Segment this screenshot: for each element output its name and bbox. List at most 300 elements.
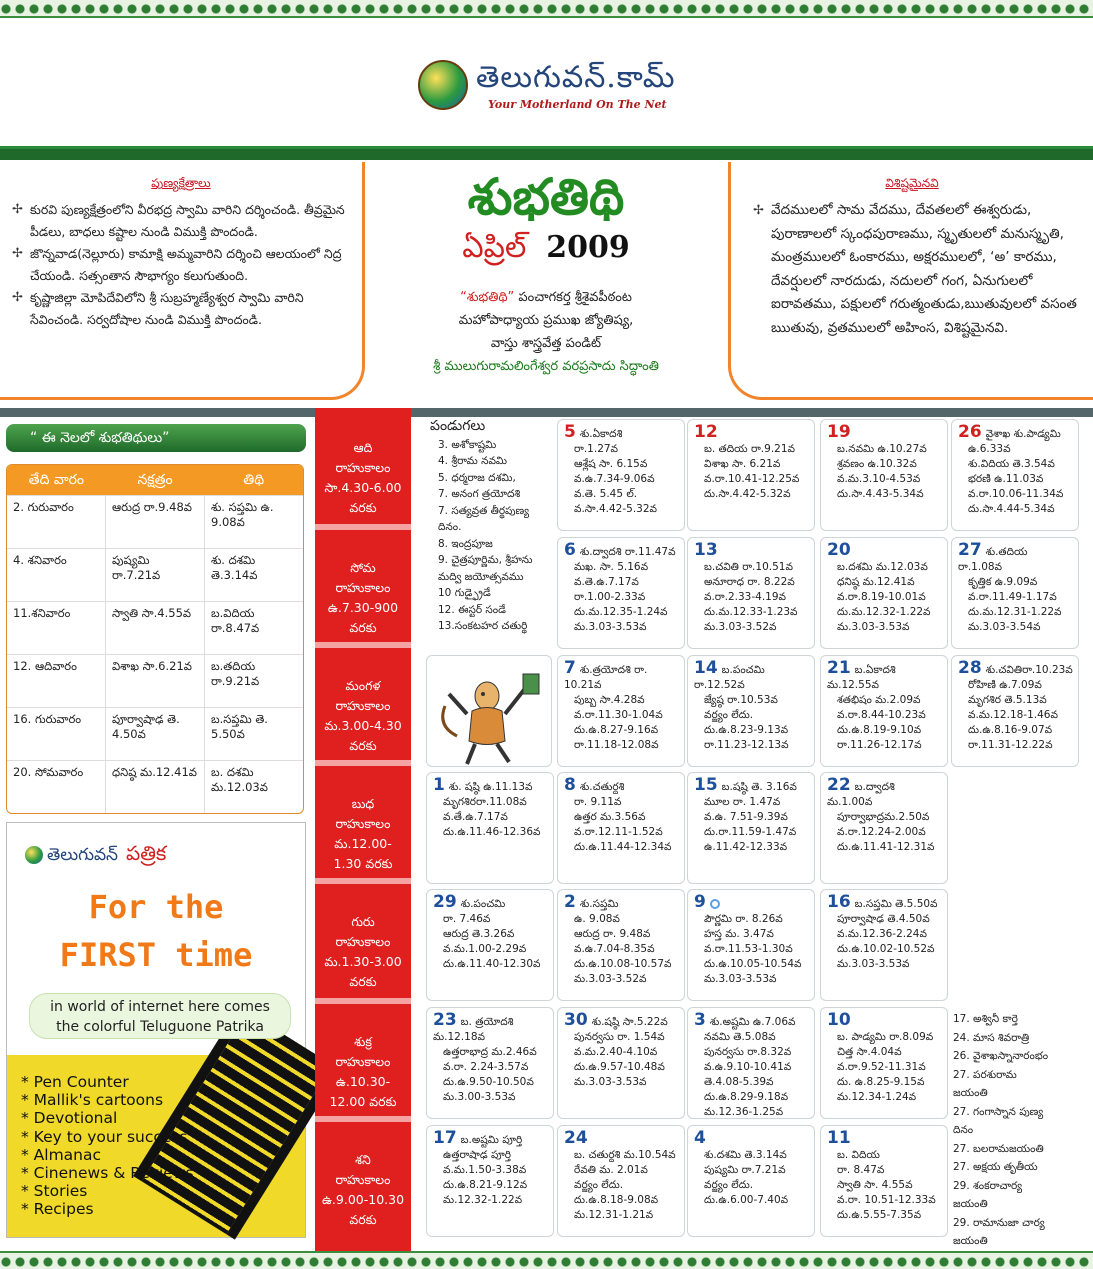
ad-feature: * Devotional	[21, 1109, 118, 1128]
rahukalam-separator	[315, 524, 411, 530]
day-detail-line: దు.ఉ.8.19-9.10వ	[837, 724, 922, 736]
day-detail-line: దు.ఉ.10.08-10.57వ	[574, 958, 672, 970]
day-detail-line: రా.11.31-12.22వ	[968, 739, 1053, 751]
day-detail-line: బ.దశమి మ.12.03వ	[837, 561, 928, 573]
day-detail-line: రా. 9.11వ	[574, 796, 622, 808]
day-detail-line: వ.ఉ.7.04-8.35వ	[574, 943, 655, 955]
day-detail-line: వ.తే.ఉ.7.17వ	[443, 811, 508, 823]
festival-item: 27. గంగాస్నాన పుణ్య	[953, 1105, 1044, 1118]
day-detail-line: ఆరుద్ర తె.3.26వ	[443, 928, 515, 940]
day-detail-line: పుష్యమి రా.7.21వ	[704, 1164, 786, 1176]
cell: 16. గురువారం	[7, 708, 106, 760]
festival-item: జయంతి	[953, 1198, 988, 1210]
day-number: 29	[433, 892, 457, 912]
day-detail-line: శు.పంచమి	[460, 898, 506, 910]
calendar-day-cell[interactable]	[820, 1125, 948, 1237]
day-detail-line: దు.ఉ.8.18-9.08వ	[574, 1194, 659, 1206]
day-detail-line: వ.తె.ఉ.7.17వ	[574, 576, 639, 588]
day-number: 15	[694, 775, 718, 795]
rahukalam-block	[315, 912, 411, 992]
table-row	[7, 548, 303, 601]
cell: పుష్యమి రా.7.21వ	[106, 549, 205, 601]
rahukalam-time: మ.12.00-	[334, 836, 392, 851]
day-detail-line: శు.తదియ రా.1.08వ	[958, 546, 1028, 573]
calendar-day-cell[interactable]	[557, 419, 685, 531]
rahukalam-day: బుధ	[351, 796, 375, 811]
day-detail-line: ఉ.11.42-12.33వ	[704, 841, 788, 853]
day-number: 27	[958, 540, 982, 560]
holy-place-item: ✢ జొన్నవాడ(నెల్లూరు) కామాక్షి అమ్మవారిని దర్శించి ఆలయంలో నిద్ర చేయండి. సత్సంతాన సౌభాగ్యం కలుగుతుంది.	[16, 243, 350, 287]
special-things-box	[728, 162, 1093, 400]
calendar-day-cell[interactable]	[820, 655, 948, 767]
day-detail-line: మ.3.03-3.53వ	[837, 958, 910, 970]
rahukalam-time: మ.3.00-4.30	[324, 718, 402, 733]
day-detail-line: దు.ఉ.11.41-12.31వ	[837, 841, 935, 853]
day-detail-line: శు.అష్టమి ఉ.7.06వ	[709, 1016, 796, 1028]
day-number: 11	[827, 1128, 851, 1148]
title-block	[370, 168, 722, 378]
rahukalam-label: రాహుకాలం	[335, 1172, 391, 1187]
day-number: 23	[433, 1010, 457, 1030]
day-detail-line: రా. 7.46వ	[443, 913, 491, 925]
cell: 20. సోమవారం	[7, 761, 106, 813]
calendar-day-cell[interactable]	[687, 1007, 815, 1119]
column-header: తిథి	[243, 472, 265, 488]
ad-feature: * Almanac	[21, 1145, 102, 1164]
day-number: 13	[694, 540, 718, 560]
ad-pill	[29, 993, 291, 1039]
desc-line-2: మహోపాధ్యాయ ప్రముఖ జ్యోతిష్య,	[458, 313, 634, 328]
day-detail-line: పునర్వసు రా. 1.54వ	[574, 1031, 665, 1043]
ad-patrika: పత్రిక	[125, 841, 167, 865]
day-detail-line: రేవతి మ. 2.01వ	[574, 1164, 648, 1176]
calendar-day-cell[interactable]	[820, 772, 948, 884]
day-detail-line: ఆరుద్ర రా. 9.48వ	[574, 928, 651, 940]
day-detail-line: వ.మ.1.50-3.38వ	[443, 1164, 527, 1176]
rahukalam-label: రాహుకాలం	[335, 580, 391, 595]
ad-pill-line-1: in world of internet here comes	[50, 999, 270, 1015]
table-row	[7, 495, 303, 548]
day-detail-line: వ.రా.9.52-11.31వ	[837, 1061, 926, 1073]
day-detail-line: పౌర్ణమి రా. 8.26వ	[704, 913, 783, 925]
calendar-day-cell[interactable]	[687, 1125, 815, 1237]
cell: 2. గురువారం	[7, 496, 106, 548]
day-detail-line: శు. షష్ఠి ఉ.11.13వ	[448, 781, 533, 793]
day-detail-line: స్వాతి సా. 4.55వ	[837, 1179, 913, 1191]
day-detail-line: వ.రా.11.49-1.17వ	[968, 591, 1057, 603]
hanuman-image	[426, 655, 552, 767]
day-detail-line: దు.సా.4.42-5.32వ	[704, 488, 791, 500]
festival-item: 3. అశోకాష్టమి	[438, 438, 497, 451]
ad-feature: * Pen Counter	[21, 1073, 129, 1091]
cell: విశాఖ సా.6.21వ	[106, 655, 205, 707]
cell: 4. శనివారం	[7, 549, 106, 601]
rahukalam-day: శుక్ర	[354, 1034, 372, 1049]
day-detail-line: మ.12.34-1.24వ	[837, 1091, 917, 1103]
day-detail-line: వ.తె. 5.45 ల్.	[574, 488, 638, 500]
day-detail-line: మ.3.03-3.53వ	[574, 1076, 647, 1088]
day-detail-line: జ్యేష్ఠ రా.10.53వ	[704, 694, 778, 706]
day-detail-line: మ.12.31-1.21వ	[574, 1209, 654, 1221]
cell: ఆరుద్ర రా.9.48వ	[106, 496, 205, 548]
day-detail-line: శు.షష్ఠి సా.5.22వ	[591, 1016, 668, 1028]
day-number: 28	[958, 658, 982, 678]
day-detail-line: శు.ద్వాదశి రా.11.47వ	[579, 546, 676, 558]
desc-line-3: వాస్తు శాస్త్రవేత్త పండిట్	[490, 336, 602, 351]
rahukalam-block	[315, 676, 411, 756]
rahukalam-label: రాహుకాలం	[335, 1054, 391, 1069]
day-detail-line: దు. ఉ.8.25-9.15వ	[837, 1076, 925, 1088]
calendar-day-cell[interactable]	[557, 772, 685, 884]
calendar-day-cell[interactable]	[557, 1125, 685, 1237]
rahukalam-end: వరకు	[349, 974, 377, 989]
day-detail-line: మ.3.03-3.52వ	[704, 621, 777, 633]
festival-item: జయంతి	[953, 1087, 988, 1099]
calendar-day-cell[interactable]	[820, 1007, 948, 1119]
day-detail-line: శు.దశమి తె.3.14వ	[704, 1149, 787, 1161]
column-header: తేది వారం	[28, 472, 84, 488]
day-detail-line: వర్జ్యం లేదు.	[704, 709, 754, 721]
day-number: 21	[827, 658, 851, 678]
day-number: 22	[827, 775, 851, 795]
day-detail-line: ఉత్తరాషాఢ పూర్తి	[443, 1149, 511, 1161]
year-label: 2009	[546, 230, 630, 265]
day-detail-line: రా.11.26-12.17వ	[837, 739, 922, 751]
day-detail-line: వర్జ్యం లేదు.	[574, 1179, 624, 1191]
special-things-title: విశిష్టమైనవి	[885, 176, 939, 190]
auspicious-dates-table	[6, 464, 304, 814]
day-detail-line: మ.3.03-3.52వ	[574, 973, 647, 985]
rahukalam-block	[315, 1150, 411, 1230]
day-number: 16	[827, 892, 851, 912]
festival-item: 26. వైశాఖస్నానారంభం	[953, 1050, 1049, 1062]
day-detail-line: భరణి ఉ.11.03వ	[968, 473, 1044, 485]
rahukalam-time: మ.1.30-3.00	[324, 954, 402, 969]
rahukalam-day: ఆది	[353, 440, 373, 455]
day-detail-line: మృగశిరరా.11.08వ	[443, 796, 527, 808]
calendar-day-cell[interactable]	[426, 1007, 554, 1119]
day-detail-line: వ.మ.2.40-4.10వ	[574, 1046, 658, 1058]
day-detail-line: మ.3.03-3.53వ	[574, 621, 647, 633]
day-detail-line: శు.చతుర్దశి	[579, 781, 625, 793]
author-description	[370, 286, 722, 378]
day-number: 8	[564, 775, 576, 795]
festival-item: 13.సంకటహర చతుర్థి	[438, 620, 528, 632]
day-detail-line: దు.ఉ.8.16-9.07వ	[968, 724, 1053, 736]
calendar-day-cell[interactable]	[687, 655, 815, 767]
rahukalam-label: రాహుకాలం	[335, 698, 391, 713]
day-detail-line: దు.ఉ.11.46-12.36వ	[443, 826, 541, 838]
calendar-day-cell[interactable]	[820, 889, 948, 1001]
special-things-text: ✢ వేదములలో సామ వేదము, దేవతలలో ఈశ్వరుడు, పురాణాలలో స్కంధపురాణము, స్మృతులలో మనుస్మృతి, మంత్రములలో ఓంకారము, అక్షరములలో, ‘అ’ కారము, దేవర్షులలో నారదుడు, నదులలో గంగ, ఏనుగులలో ఐరావతము, పక్షులలో గరుత్మంతుడు,ఋతువులలో వసంత ఋతువు, వ్రతములలో అహింస, విశిష్టమైనవి.	[757, 199, 1081, 340]
calendar-day-cell[interactable]	[820, 537, 948, 649]
day-detail-line: దు.మ.12.35-1.24వ	[574, 606, 668, 618]
decorative-bottom-border	[0, 1251, 1093, 1269]
day-number: 3	[694, 1010, 706, 1030]
day-detail-line: తె.4.08-5.39వ	[704, 1076, 774, 1088]
day-number: 14	[694, 658, 718, 678]
rahukalam-end: వరకు	[349, 1212, 377, 1227]
day-detail-line: బ. పాడ్యమి రా.8.09వ	[837, 1031, 934, 1043]
festival-item: 5. ధర్మరాజ దశమి,	[438, 471, 516, 484]
day-detail-line: వ.మ.12.36-2.24వ	[837, 928, 927, 940]
rahukalam-end: వరకు	[349, 738, 377, 753]
day-detail-line: రా. 8.47వ	[837, 1164, 885, 1176]
day-detail-line: శు.ఏకాదశి	[579, 428, 623, 440]
day-detail-line: బ.సప్తమి తె.5.50వ	[854, 898, 938, 910]
calendar-day-cell[interactable]	[687, 419, 815, 531]
day-detail-line: కృత్తిక ఉ.9.09వ	[968, 576, 1038, 588]
day-number: 1	[433, 775, 445, 795]
rahukalam-time: ఉ.9.00-10.30	[321, 1192, 405, 1207]
desc-line-1: పంచాగకర్త శ్రీశైవపీఠంట	[518, 290, 632, 305]
rahukalam-block	[315, 558, 411, 638]
cell: 11.శనివారం	[7, 602, 106, 654]
day-detail-line: వ.రా.8.44-10.23వ	[837, 709, 926, 721]
day-detail-line: వ.ఉ.9.10-10.41వ	[704, 1061, 792, 1073]
festival-item: 27. పరశురామ	[953, 1068, 1017, 1081]
day-detail-line: ఉత్తర మ.3.56వ	[574, 811, 646, 823]
patrika-advertisement[interactable]	[6, 822, 306, 1238]
calendar-day-cell[interactable]	[951, 655, 1079, 767]
globe-logo-icon	[418, 60, 468, 110]
day-detail-line: బ.నవమి ఉ.10.27వ	[837, 443, 927, 455]
day-detail-line: మృగశిర తె.5.13వ	[968, 694, 1047, 706]
calendar-day-cell[interactable]	[426, 1125, 554, 1237]
day-detail-line: హస్త మ. 3.47వ	[704, 928, 774, 940]
day-detail-line: రా.1.00-2.33వ	[574, 591, 646, 603]
day-detail-line: శు.చవితిరా.10.23వ	[985, 664, 1073, 676]
rahukalam-separator	[315, 760, 411, 766]
day-detail-line: విశాఖ సా. 6.21వ	[704, 458, 781, 470]
day-number: 24	[564, 1128, 588, 1148]
rahukalam-day: సోమ	[350, 560, 376, 575]
calendar-day-cell[interactable]	[820, 419, 948, 531]
day-detail-line: దు.ఉ.6.00-7.40వ	[704, 1194, 789, 1206]
full-moon-icon	[710, 899, 720, 909]
pandit-name: శ్రీ ములుగురామలింగేశ్వర వరప్రసాదు సిద్ధాంతి	[433, 359, 659, 374]
rahukalam-day: మంగళ	[345, 678, 381, 693]
table-row	[7, 707, 303, 760]
rahukalam-time: ఉ.10.30-	[335, 1074, 391, 1089]
day-number: 10	[827, 1010, 851, 1030]
festival-item: జయంతి	[953, 1235, 988, 1247]
table-row	[7, 601, 303, 654]
day-detail-line: బ.చవితి రా.10.51వ	[704, 561, 793, 573]
day-detail-line: వ.మ.12.18-1.46వ	[968, 709, 1058, 721]
cell: శు. దశమి తె.3.14వ	[211, 553, 258, 582]
calendar-day-cell[interactable]	[557, 1007, 685, 1119]
rahukalam-block	[315, 794, 411, 874]
ad-feature-list	[21, 1073, 194, 1219]
day-detail-line: వ.రా.8.19-10.01వ	[837, 591, 926, 603]
calendar-day-cell[interactable]	[557, 537, 685, 649]
rahukalam-label: రాహుకాలం	[335, 460, 391, 475]
day-detail-line: వ.సా.4.42-5.32వ	[574, 503, 657, 515]
day-detail-line: వ.రా.10.41-12.25వ	[704, 473, 800, 485]
holy-places-title: పుణ్యక్షేత్రాలు	[151, 176, 211, 190]
festival-item: 17. అశ్వినీ కార్తె	[953, 1013, 1018, 1025]
day-detail-line: ఉ. 9.08వ	[574, 913, 620, 925]
day-detail-line: దు.ఉ.11.40-12.30వ	[443, 958, 541, 970]
day-number: 6	[564, 540, 576, 560]
globe-icon	[25, 846, 43, 864]
day-detail-line: శు.విదియ తె.3.54వ	[968, 458, 1055, 470]
rahukalam-day: గురు	[351, 914, 375, 929]
day-detail-line: వైశాఖ శు.పాడ్యమి	[985, 428, 1061, 440]
day-detail-line: పుబ్బ సా.4.28వ	[574, 694, 645, 706]
rahukalam-time: సా.4.30-6.00	[324, 480, 402, 495]
festival-item: 4. శ్రీరామ నవమి	[438, 455, 508, 467]
day-detail-line: శతభిషం మ.2.09వ	[837, 694, 921, 706]
festival-item: 7. సత్యవ్రత తీర్థపుణ్య	[438, 504, 530, 517]
ad-feature: * Cinenews & Reviews	[21, 1164, 194, 1183]
day-detail-line: బ.అష్టమి పూర్తి	[460, 1134, 523, 1146]
ad-feature: * Mallik's cartoons	[21, 1091, 164, 1110]
day-detail-line: వ.రా. 10.51-12.33వ	[837, 1194, 936, 1206]
calendar-day-cell[interactable]	[951, 537, 1079, 649]
festivals-title: పండుగలు	[430, 418, 486, 434]
cell: బ.విదియ రా.8.47వ	[211, 606, 260, 635]
cell: 12. ఆదివారం	[7, 655, 106, 707]
brand-tagline: Your Motherland On The Net	[488, 98, 667, 111]
festival-item: 27. బలరామజయంతి	[953, 1142, 1044, 1155]
day-detail-line: వ.మ.1.00-2.29వ	[443, 943, 527, 955]
festival-item: 7. అనంగ త్రయోదశి	[438, 488, 521, 500]
day-detail-line: పూర్వాభాద్రమ.2.50వ	[837, 811, 930, 823]
day-detail-line: ఉ.6.33వ	[968, 443, 1011, 455]
day-detail-line: వ.రా.11.53-1.30వ	[704, 943, 793, 955]
festival-item: 27. అక్షయ తృతీయ	[953, 1161, 1038, 1173]
day-detail-line: దు.రా.11.59-1.47వ	[704, 826, 797, 838]
day-detail-line: బ. విదియ	[837, 1149, 880, 1161]
rahukalam-day: శని	[355, 1152, 371, 1167]
day-detail-line: వ.రా. 2.24-3.57వ	[443, 1061, 529, 1073]
day-detail-line: దు.మ.12.31-1.22వ	[968, 606, 1062, 618]
calendar-day-cell[interactable]	[426, 772, 554, 884]
rahukalam-label: రాహుకాలం	[335, 934, 391, 949]
day-detail-line: దు.ఉ.8.23-9.13వ	[704, 724, 789, 736]
day-detail-line: ఉత్తరాభాద్ర మ.2.46వ	[443, 1046, 537, 1058]
calendar-day-cell[interactable]	[687, 537, 815, 649]
ad-headline	[7, 883, 305, 979]
rahukalam-time: ఉ.7.30-900	[327, 600, 399, 615]
cell: బ.తదియ రా.9.21వ	[211, 659, 260, 688]
festival-item: 8. ఇంద్రపూజ	[438, 537, 493, 550]
day-number: 12	[694, 422, 718, 442]
calendar-day-cell[interactable]	[687, 772, 815, 884]
day-detail-line: పునర్వసు రా.8.32వ	[704, 1046, 792, 1058]
rahukalam-column	[315, 408, 411, 1253]
day-detail-line: చిత్త సా.4.04వ	[837, 1046, 902, 1058]
day-detail-line: వ.ఉ. 7.51-9.39వ	[704, 811, 788, 823]
cell: ధనిష్ఠ మ.12.41వ	[106, 761, 205, 813]
calendar-day-cell[interactable]	[557, 889, 685, 1001]
day-detail-line: దు.ఉ.5.55-7.35వ	[837, 1209, 922, 1221]
holy-place-item: ✢ కురవి పుణ్యక్షేత్రంలోని వీరభద్ర స్వామి వారిని దర్శించండి. తీవ్రమైన పీడలు, బాధలు కష్టాల నుండి విముక్తి పొందండి.	[16, 199, 350, 243]
day-number: 7	[564, 658, 576, 678]
day-detail-line: దు.ఉ.8.21-9.12వ	[443, 1179, 528, 1191]
cell: బ. దశమి మ.12.03వ	[211, 765, 268, 794]
cell: శు. సప్తమి ఉ. 9.08వ	[211, 500, 274, 529]
calendar-day-cell[interactable]	[687, 889, 815, 1001]
festival-item: 10 గుడ్ఫ్రైడే	[438, 587, 491, 599]
table-row	[7, 760, 303, 813]
rahukalam-end: వరకు	[349, 500, 377, 515]
day-detail-line: బ. చతుర్దశి మ.10.54వ	[574, 1149, 676, 1161]
rahukalam-end: 12.00 వరకు	[329, 1094, 397, 1109]
ad-brand-name: తెలుగువన్	[47, 845, 118, 865]
ad-feature: * Key to your success	[21, 1127, 188, 1146]
rahukalam-label: రాహుకాలం	[335, 816, 391, 831]
rahukalam-separator	[315, 878, 411, 884]
ad-brand	[25, 841, 166, 870]
rahukalam-block	[315, 1032, 411, 1112]
day-detail-line: బ.పంచమి రా.12.52వ	[694, 664, 765, 691]
day-detail-line: దు.ఉ.8.27-9.16వ	[574, 724, 659, 736]
day-detail-line: వ.మ.3.10-4.53వ	[837, 473, 921, 485]
day-detail-line: దు.ఉ.10.02-10.52వ	[837, 943, 935, 955]
table-row	[7, 654, 303, 707]
day-detail-line: బ. త్రయోదశి మ.12.18వ	[433, 1016, 514, 1043]
site-logo[interactable]	[418, 58, 676, 118]
day-detail-line: మ.3.00-3.53వ	[443, 1091, 516, 1103]
day-number: 2	[564, 892, 576, 912]
festivals-list-2	[953, 1010, 1081, 1251]
calendar-day-cell[interactable]	[951, 419, 1079, 531]
hanuman-illustration-icon	[427, 656, 552, 767]
day-detail-line: దు.ఉ.10.05-10.54వ	[704, 958, 802, 970]
rahukalam-end: 1.30 వరకు	[333, 856, 393, 871]
day-detail-line: రా.11.23-12.13వ	[704, 739, 789, 751]
day-detail-line: నవమి తె.5.08వ	[704, 1031, 776, 1043]
day-detail-line: మఖ. సా. 5.16వ	[574, 561, 649, 573]
festival-item: 24. మాస శివరాత్రి	[953, 1031, 1030, 1044]
festival-item: 29. రామానుజా చార్య	[953, 1216, 1045, 1229]
day-number: 5	[564, 422, 576, 442]
day-number: 4	[694, 1128, 706, 1148]
day-detail-line: ధనిష్ఠ మ.12.41వ	[837, 576, 915, 588]
day-detail-line: వ.రా.12.24-2.00వ	[837, 826, 926, 838]
cell: పూర్వాషాఢ తె. 4.50వ	[106, 708, 205, 760]
calendar-day-cell[interactable]	[557, 655, 685, 767]
rahukalam-end: వరకు	[349, 620, 377, 635]
ad-pill-line-2: the colorful Teluguone Patrika	[56, 1019, 264, 1035]
day-detail-line: బ.ద్వాదశి మ.1.00వ	[827, 781, 895, 808]
day-detail-line: రోహిణి ఉ.7.09వ	[968, 679, 1042, 691]
day-detail-line: వ.రా.12.11-1.52వ	[574, 826, 663, 838]
day-detail-line: రా.11.18-12.08వ	[574, 739, 659, 751]
calendar-day-cell[interactable]	[426, 889, 554, 1001]
decorative-top-border	[0, 0, 1093, 18]
ad-headline-1: For the	[88, 888, 224, 926]
rahukalam-separator	[315, 998, 411, 1004]
day-detail-line: బ.షష్ఠి తె. 3.16వ	[721, 781, 797, 793]
month-label: ఏప్రిల్	[462, 230, 527, 265]
festival-item: దినం	[953, 1124, 974, 1136]
day-detail-line: దు.సా.4.44-5.34వ	[968, 503, 1055, 515]
grey-divider	[0, 408, 1093, 417]
day-number: 17	[433, 1128, 457, 1148]
rahukalam-block	[315, 438, 411, 518]
day-detail-line: మూల రా. 1.47వ	[704, 796, 781, 808]
day-detail-line: అనూరాధ రా. 8.22వ	[704, 576, 795, 588]
green-divider	[0, 146, 1093, 160]
auspicious-dates-header: “ ఈ నెలలో శుభతిథులు”	[6, 424, 306, 452]
day-detail-line: వర్జ్యం లేదు.	[704, 1179, 754, 1191]
holy-places-box	[0, 162, 365, 400]
day-detail-line: బ. తదియ రా.9.21వ	[704, 443, 795, 455]
